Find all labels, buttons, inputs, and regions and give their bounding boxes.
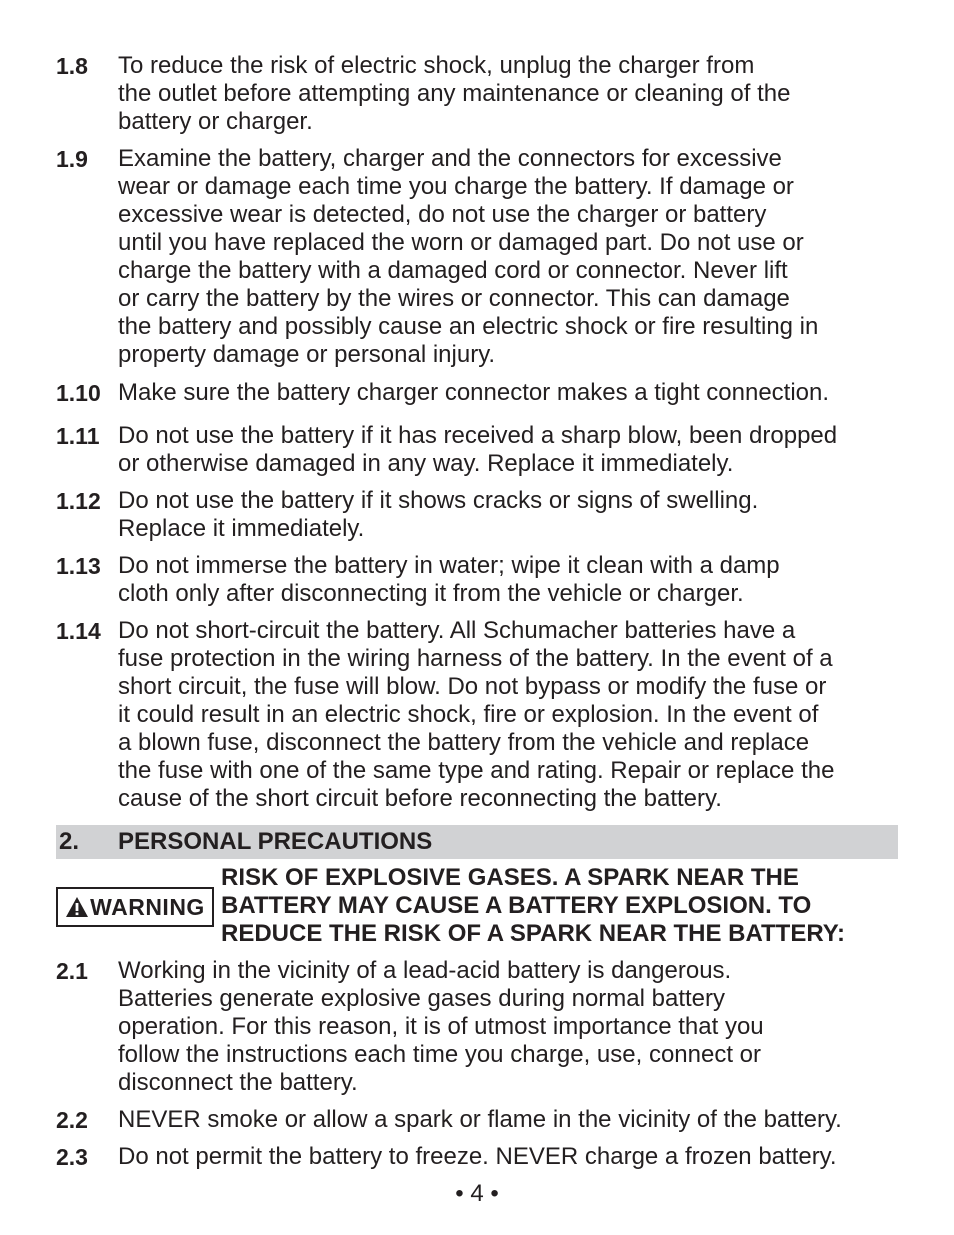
item-number: 1.10 bbox=[56, 380, 101, 406]
list-item bbox=[56, 957, 906, 1097]
list-item bbox=[56, 1106, 906, 1134]
item-number: 1.14 bbox=[56, 618, 101, 644]
warning-label bbox=[56, 887, 214, 927]
item-text: NEVER smoke or allow a spark or flame in the vicinity of the battery. bbox=[118, 1106, 842, 1133]
item-number: 2.1 bbox=[56, 958, 88, 984]
section-heading bbox=[56, 825, 898, 859]
item-number: 1.13 bbox=[56, 553, 101, 579]
item-number: 1.8 bbox=[56, 53, 88, 79]
item-text: Do not use the battery if it shows cracks or signs of swelling. Replace it immediately. bbox=[118, 487, 759, 542]
item-text: Do not short-circuit the battery. All Schumacher batteries have a fuse protection in the wiring harness of the battery. In the event of a short circuit, the fuse will blow. Do not bypass or modify the fuse or it could result in an electric shock, fire or explosion. In the event of a blown fuse, disconnect the battery from the vehicle and replace the fuse with one of the same type and rating. Repair or replace the cause of the short circuit before reconnecting the battery. bbox=[118, 617, 835, 812]
item-text: Do not immerse the battery in water; wipe it clean with a damp cloth only after disconnecting it from the vehicle or charger. bbox=[118, 552, 780, 607]
list-item bbox=[56, 1143, 906, 1171]
item-number: 2.3 bbox=[56, 1144, 88, 1170]
item-text: Do not permit the battery to freeze. NEVER charge a frozen battery. bbox=[118, 1143, 837, 1170]
list-item bbox=[56, 422, 906, 478]
list-item bbox=[56, 379, 906, 407]
warning-label-text: WARNING bbox=[90, 893, 205, 920]
item-text: Make sure the battery charger connector makes a tight connection. bbox=[118, 379, 830, 406]
list-item bbox=[56, 552, 906, 608]
warning-triangle-icon bbox=[65, 896, 89, 918]
item-number: 1.11 bbox=[56, 423, 100, 449]
list-item bbox=[56, 617, 906, 813]
item-text: Working in the vicinity of a lead-acid battery is dangerous. Batteries generate explosive gases during normal battery operation. For this reason, it is of utmost importance that you follow the instructions each time you charge, use, connect or disconnect the battery. bbox=[118, 957, 764, 1096]
item-text: Do not use the battery if it has received a sharp blow, been dropped or otherwise damaged in any way. Replace it immediately. bbox=[118, 422, 838, 477]
item-number: 2.2 bbox=[56, 1107, 88, 1133]
item-number: 1.9 bbox=[56, 146, 88, 172]
list-item bbox=[56, 52, 906, 136]
section-number: 2. bbox=[59, 828, 80, 855]
page-number: • 4 • bbox=[455, 1180, 499, 1207]
item-number: 1.12 bbox=[56, 488, 101, 514]
list-item bbox=[56, 487, 906, 543]
list-item bbox=[56, 145, 906, 369]
section-title: PERSONAL PRECAUTIONS bbox=[118, 828, 433, 855]
item-text: Examine the battery, charger and the connectors for excessive wear or damage each time you charge the battery. If damage or excessive wear is detected, do not use the charger or battery until you have replaced the worn or damaged part. Do not use or charge the battery with a damaged cord or connector. Never lift or carry the battery by the wires or connector. This can damage the battery and possibly cause an electric shock or fire resulting in property damage or personal injury. bbox=[118, 145, 819, 368]
item-text: To reduce the risk of electric shock, unplug the charger from the outlet before attempting any maintenance or cleaning of the battery or charger. bbox=[118, 52, 791, 135]
warning-text: RISK OF EXPLOSIVE GASES. A SPARK NEAR THE BATTERY MAY CAUSE A BATTERY EXPLOSION. TO REDUCE THE RISK OF A SPARK NEAR THE BATTERY: bbox=[221, 864, 846, 947]
